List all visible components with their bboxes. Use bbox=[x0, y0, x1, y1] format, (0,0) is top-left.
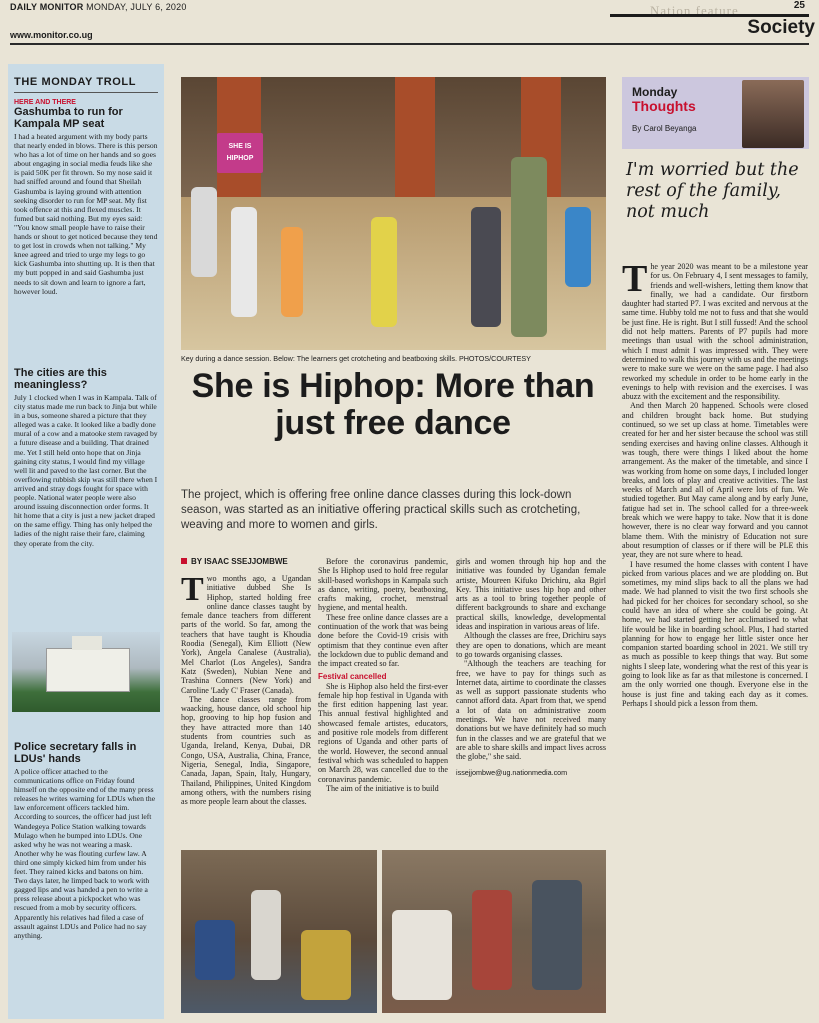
byline-text: BY ISAAC SSEJJOMBWE bbox=[191, 557, 288, 566]
article-subhead: Festival cancelled bbox=[318, 671, 387, 681]
article-paragraph: She is Hiphop also held the first-ever female hip hop festival in Uganda with the first edition happening last year. This annual festival highlighted and showcased female artistes, educators, and positive role models from different regions of Uganda and other parts of the world. However, the second annual festival which was scheduled to happen on March 28, was cancelled due to the coronavirus pandemic. bbox=[318, 681, 448, 784]
troll-story-title: The cities are this meaningless? bbox=[14, 367, 107, 391]
article-headline: She is Hiphop: More than just free dance bbox=[191, 367, 595, 442]
dancer-child bbox=[191, 187, 217, 277]
article-column-2 bbox=[318, 557, 448, 793]
photo-caption: Key during a dance session. Below: The learners get crotcheting and beatboxing skills. PHOTOS/COURTESY bbox=[181, 354, 531, 363]
header-divider bbox=[10, 43, 809, 45]
dropcap: T bbox=[181, 571, 204, 608]
column-paragraph bbox=[622, 258, 808, 402]
troll-header: THE MONDAY TROLL bbox=[14, 76, 158, 93]
ghost-show-through-text: Nation feature bbox=[650, 3, 739, 18]
article-paragraph: These free online dance classes are a continuation of the work that was being done before the Covid-19 crisis with optimism that they continue even after the lockdown due to public demand and the impact created so far. bbox=[318, 612, 448, 669]
learner bbox=[301, 930, 351, 1000]
paragraph-text: wo months ago, a Ugandan initiative dubbed She Is Hiphop, started holding free online dance classes taught by female dance teachers from different parts of the world. So far, among the teachers that have taught is Khoudia Roodia (Senegal), Kim Elliott (New York), Angela Canalese (Australia), Mel Charlot (Los Angeles), Sandra Katz (Sweden), Nubian Nene and Trashina Conners (New York) and Caroline 'Lady C' Fraser (Canada). bbox=[181, 574, 311, 695]
article-deck: The project, which is offering free online dance classes during this lock-down season, was started as an initiative offering practical skills such as crotcheting, weaving and more to women and girls. bbox=[181, 489, 581, 531]
dancer-child bbox=[231, 207, 257, 317]
column-body bbox=[622, 258, 808, 708]
masthead-paper-date bbox=[10, 2, 187, 12]
troll-story-gashumba bbox=[14, 99, 158, 296]
dancer-child bbox=[281, 227, 303, 317]
photo-brick-pillar bbox=[395, 77, 435, 197]
columnist-byline: By Carol Beyanga bbox=[632, 124, 697, 133]
cake-building bbox=[46, 648, 130, 692]
byline-marker bbox=[181, 558, 187, 564]
troll-story-body: A police officer attached to the communications office on Friday found himself on the opposite end of the many press releases he writes warning for LDUs when the law enforcement officers tackled him. According to sources, the officer had just left Wandegeya Police Station walking towards Mulago when he bumped into LDUs. One asked why he was not wearing a mask. Another why he was flouting curfew law. A third one simply kicked him from under his feet. They rained kicks and batons on him. Two days later, he limped back to work with gagged lips and was handed a pen to write a press release about a pickpocket who was rescued from a mob by security officers. Apparently his relatives had filed a case of assault against LDUs and Police had no say anything. bbox=[14, 767, 156, 940]
dance-session-photo bbox=[181, 77, 606, 350]
troll-story-body: I had a heated argument with my body parts that nearly ended in blows. There is this person who has a lot of time on her hands and so goes about engaging in social media feuds like she is paid 50K per fit thrown. So my nose said it had sniffed around and found that Sheilah Gashumba is laying ground with attention seeking disorder to run for MP seat. My fist took offence at this and flexed muscles. It fumed but said nothing. But my eyes said: "You know small people have to raise their hands or shout to get noticed because they tend to get lost in crowds when not talking." My knee agreed and tried to urge my legs to go kick Gashumba into shutting up. It is then that my butt popped in and said Gashumba just needs to sit down and learn to ignore a fart, however loud. bbox=[14, 132, 158, 296]
dance-teacher bbox=[511, 157, 547, 337]
article-column-3 bbox=[456, 557, 606, 777]
article-paragraph: "Although the teachers are teaching for free, we have to pay for things such as Internet data, airtime to coordinate the classes as well as support passionate students who cannot afford data. Apart from that, we spend a lot of data on administrative zoom meetings. We have not received many donations but we have definitely had so much fun in the classes and we are grateful that we are able to share skills and impact lives across the globe," she said. bbox=[456, 659, 606, 762]
article-paragraph: Although the classes are free, Drichiru says they are open to donations, which are meant to go towards organising classes. bbox=[456, 631, 606, 659]
thoughts-label: Thoughts bbox=[632, 98, 696, 114]
article-paragraph: The aim of the initiative is to build bbox=[326, 783, 439, 793]
monday-label: Monday bbox=[632, 85, 678, 99]
troll-story-title: Gashumba to run for Kampala MP seat bbox=[14, 106, 123, 130]
learner bbox=[195, 920, 235, 980]
troll-story-body: July 1 clocked when I was in Kampala. Talk of city status made me run back to Jinja but while in a bus, someone shared a picture that they alleged was a cake. It looked like a badly done mural of a cow and a matooke stem ravaged by a future disease and a building. That drained me. Yet I still held onto hope that on Jinja gaining city status, I would find my village well lit and paved to the last corner. But the overflowing rubbish skip was still there when I arrived and stray dogs fought for space with people. National water people were also around issuing disconnection order forms. It hit home that a city is just a new jacket draped on the same effigy. Thing has only helped the ladies of the night raise their fare, claiming they operate from the city. bbox=[14, 393, 158, 548]
paper-url: www.monitor.co.ug bbox=[10, 30, 93, 40]
column-paragraph: I have resumed the home classes with content I have picked from various places and we are plodding on. But sometimes, my mind slips back to all the plans we had made. We had planned to visit the two first schools she had picked for her choices for secondary school, so she could have an idea of where she could be going. At home, we had started getting her acclimatised to what life would be like in boarding school. Plus, I had started planning for how to engage her little sister once her companion started boarding school in 2021. We still try as much as possible to keep things that way. But some nights I sleep late, wondering what the rest of this year is going to look like as far as that milestone is concerned. I am the only worried one though. Everyone else in the house is just fine and taking each day as it comes. Perhaps I should pick a lesson from them. bbox=[622, 559, 808, 708]
cake-tower bbox=[72, 636, 102, 650]
learner bbox=[251, 890, 281, 980]
columnist-avatar bbox=[742, 80, 804, 148]
troll-story-title: Police secretary falls in LDUs' hands bbox=[14, 741, 137, 765]
city-cake-image bbox=[12, 632, 160, 712]
dancer-child bbox=[471, 207, 501, 327]
troll-story-police bbox=[14, 741, 158, 940]
dropcap: T bbox=[622, 258, 648, 300]
troll-story-cities bbox=[14, 367, 158, 548]
she-is-hiphop-banner: SHE IS HIPHOP bbox=[217, 133, 263, 173]
troll-kicker: HERE AND THERE bbox=[14, 99, 76, 106]
column-paragraph: And then March 20 happened. Schools were closed and children brought back home. But studying continued, so we set up class at home. Timetables were created for her and her sister because the school was still sending exercises and having online classes. Although it was tough, there were things I liked about the home arrangement. As the maker of the timetable, and since I was working from home on some days, I included longer breaks, and lots of play and creative activities. The last weeks of March and all of April were lots of fun. We studied together. But May came along and by early June, fatigue had set in. The school called for a three-week break which we were happy to take. Now that it is done however, there is no clear way forward and you cannot blame them. With the ministry of Education not sure about resumption of classes or if there will be PLE this year, they are not sure where to head. bbox=[622, 401, 808, 560]
article-column-1 bbox=[181, 571, 311, 807]
dancer-child bbox=[371, 217, 397, 327]
article-paragraph: girls and women through hip hop and the initiative was founded by Ugandan female artiste, Moureen Kifuko Drichiru, aka Bgirl Key. This initiative uses hip hop and other arts as a tool to bring together people of different backgrounds to share and exchange practical skills, knowledge, developmental ideas and inspiration in various areas of life. bbox=[456, 557, 606, 632]
article-paragraph: The dance classes range from waacking, house dance, old school hip hop, grooving to hip hop fusion and they have attracted more than 140 students from countries such as Uganda, Ireland, Kenya, Dubai, DR Congo, USA, Australia, China, France, Nigeria, Senegal, India, Singapore, Canada, Japan, Spain, Italy, Hungary, Thailand, Philippines, United Kingdom among others, with the numbers rising as more people learn about the classes. bbox=[181, 694, 311, 807]
article-paragraph: Before the coronavirus pandemic, She Is Hiphop used to hold free regular skill-based workshops in Kampala such as dance, writing, poetry, beatboxing, crafts making, crochet, menstrual hygiene, and mental health. bbox=[318, 557, 448, 613]
page-number: 25 bbox=[793, 0, 805, 11]
paragraph-text: he year 2020 was meant to be a milestone year for us. On February 4, I sent messages to family, friends and well-wishers, letting them know that finally, we had a candidate. Our firstborn daughter had started P7. I was excited and nervous at the same time. Hubby told me not to fuss and that she would be just fine. He is right. But I still fussed! And the school did not help matters. Parents of P7 pupils had more meetings than usual with the school administration, which I must admit I was impressed with. They were determined to walk this journey with us and the meetings were to make sure we were on the same page. I had also reworked my schedule in order to be home early in the evenings to help with revision and the exercises. I was abuzz with the excitement and the responsibility. bbox=[622, 262, 808, 402]
issue-date: MONDAY, JULY 6, 2020 bbox=[86, 2, 187, 12]
article-paragraph bbox=[181, 571, 311, 695]
paper-name: DAILY MONITOR bbox=[10, 2, 84, 12]
dancer-child bbox=[565, 207, 591, 287]
section-title: Society bbox=[747, 17, 815, 38]
monday-thoughts-title bbox=[632, 85, 696, 114]
column-pullquote: I'm worried but the rest of the family, not much bbox=[626, 160, 799, 222]
learner bbox=[392, 910, 452, 1000]
learner bbox=[532, 880, 582, 990]
learner bbox=[472, 890, 512, 990]
author-email: issejjombwe@ug.nationmedia.com bbox=[456, 767, 568, 777]
crotcheting-class-photo bbox=[181, 850, 377, 1013]
beatboxing-class-photo bbox=[382, 850, 606, 1013]
article-byline bbox=[181, 557, 288, 566]
